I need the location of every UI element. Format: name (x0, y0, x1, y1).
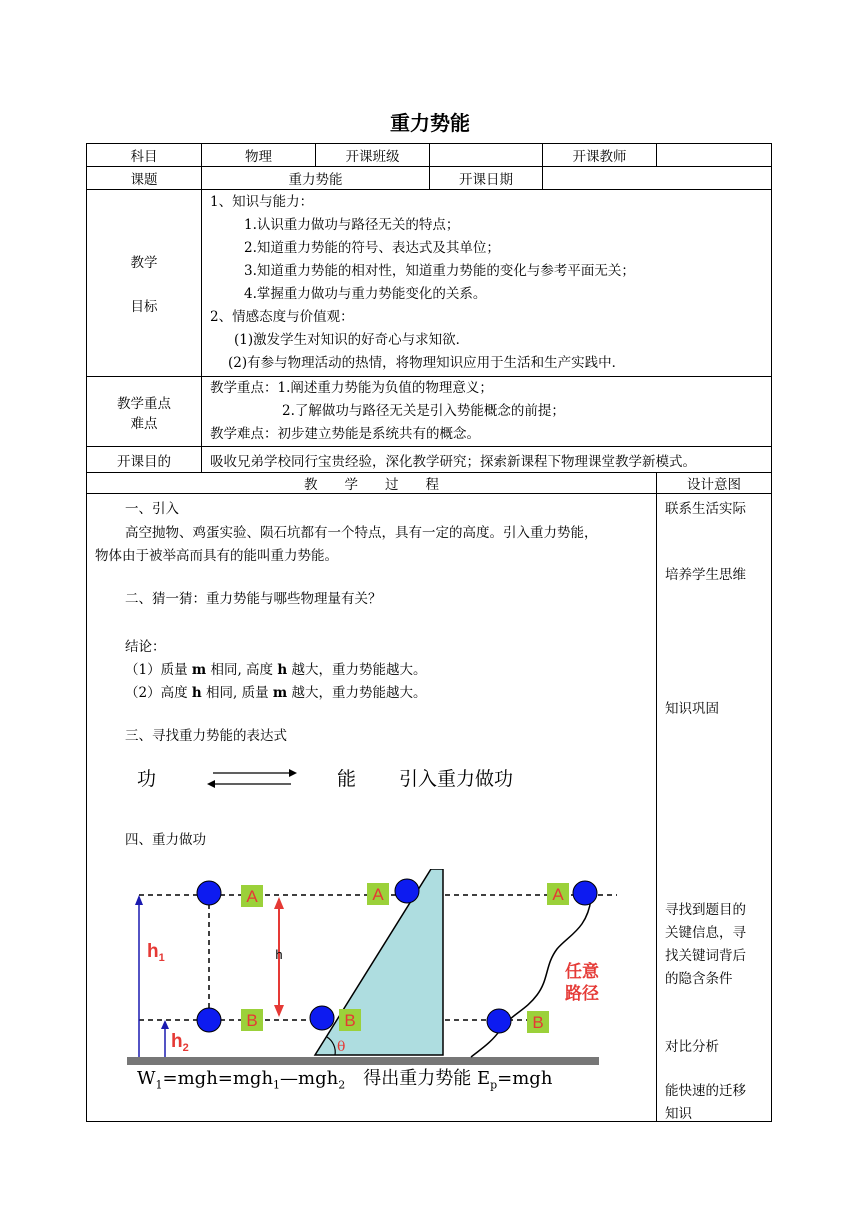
class-label: 开课班级 (316, 144, 430, 167)
lesson-plan-table (86, 143, 772, 1122)
intro-work-label: 引入重力做功 (399, 768, 514, 790)
section-1-text-2: 物体由于被举高而具有的能叫重力势能。 (95, 548, 338, 564)
subject-value: 物理 (202, 144, 316, 167)
ball-b (310, 1006, 334, 1030)
work-equation: $W_1=mgh=mgh_1—mgh_2$ 得出重力势能 $E_p=mgh$ (137, 1068, 553, 1092)
key-point-line: 教学难点：初步建立势能是系统共有的概念。 (210, 426, 480, 442)
conclusion-label: 结论： (125, 639, 166, 655)
design-note: 的隐含条件 (665, 971, 733, 987)
teacher-label: 开课教师 (543, 144, 657, 167)
teacher-value (657, 144, 772, 167)
label-theta: θ (337, 1039, 346, 1055)
ball-a (573, 881, 597, 905)
goal-line: 1、知识与能力： (210, 194, 314, 210)
goal-line: (1)激发学生对知识的好奇心与求知欲． (234, 332, 470, 348)
class-value (430, 144, 543, 167)
ball-a (197, 881, 221, 905)
ball-b (487, 1009, 511, 1033)
ball-b (197, 1008, 221, 1032)
label-h1: $h_1$ (147, 941, 165, 964)
design-content (657, 494, 772, 1122)
design-note: 对比分析 (665, 1039, 719, 1055)
conclusion-1: （1）质量 m 相同, 高度 h 越大，重力势能越大。 (125, 662, 427, 678)
key-points-label-line-2: 难点 (130, 415, 158, 432)
goals-label (87, 190, 202, 377)
topic-label: 课题 (87, 167, 202, 190)
gravity-work-diagram (117, 869, 657, 1069)
design-note: 关键信息，寻 (665, 925, 746, 941)
key-points-row (87, 377, 772, 447)
design-header: 设计意图 (657, 473, 772, 494)
section-4-title: 四、重力做功 (125, 832, 206, 848)
purpose-value: 吸收兄弟学校同行宝贵经验，深化教学研究；探索新课程下物理课堂教学新模式。 (202, 447, 772, 473)
topic-value: 重力势能 (202, 167, 430, 190)
goal-line: (2)有参与物理活动的热情，将物理知识应用于生活和生产实践中． (228, 355, 626, 371)
header-row-1 (87, 144, 772, 167)
ball-a (395, 879, 419, 903)
label-a: A (246, 887, 258, 906)
key-points-content (202, 377, 772, 447)
goal-line: 2、情感态度与价值观： (210, 309, 354, 325)
goal-line: 2.知道重力势能的符号、表达式及其单位； (244, 240, 500, 256)
label-b: B (246, 1011, 258, 1030)
subject-label: 科目 (87, 144, 202, 167)
label-a: A (552, 885, 564, 904)
section-1-text: 高空抛物、鸡蛋实验、陨石坑都有一个特点，具有一定的高度。引入重力势能， (125, 525, 598, 541)
goals-label-line-2: 目标 (130, 299, 158, 315)
conclusion-2: （2）高度 h 相同, 质量 m 越大，重力势能越大。 (125, 685, 427, 701)
section-2-title: 二、猜一猜：重力势能与哪些物理量有关？ (125, 591, 382, 607)
goal-line: 3.知道重力势能的相对性，知道重力势能的变化与参考平面无关； (244, 263, 635, 279)
process-row (87, 494, 772, 1122)
design-note: 知识 (665, 1106, 692, 1122)
process-header-row (87, 473, 772, 494)
purpose-row (87, 447, 772, 473)
design-note: 联系生活实际 (665, 501, 746, 517)
key-point-line: 教学重点：1.阐述重力势能为负值的物理意义； (210, 380, 493, 396)
process-header: 教 学 过 程 (87, 473, 657, 494)
goal-line: 1.认识重力做功与路径无关的特点； (244, 217, 460, 233)
date-label: 开课日期 (430, 167, 543, 190)
header-row-2 (87, 167, 772, 190)
label-h2: $h_2$ (171, 1031, 189, 1054)
page-title: 重力势能 (390, 111, 470, 135)
goals-row (87, 190, 772, 377)
key-point-line: 2.了解做功与路径无关是引入势能概念的前提； (282, 403, 565, 419)
label-b: B (344, 1011, 356, 1030)
arbitrary-path-label-1: 任意 (565, 962, 599, 982)
key-points-label-line-1: 教学重点 (117, 395, 171, 412)
goals-label-line-1: 教学 (130, 255, 158, 271)
goals-content (202, 190, 772, 377)
section-3-title: 三、寻找重力势能的表达式 (125, 728, 287, 744)
design-note: 知识巩固 (665, 701, 719, 717)
date-value (543, 167, 772, 190)
design-note: 培养学生思维 (665, 567, 746, 583)
label-h: h (275, 947, 283, 962)
energy-label: 能 (337, 768, 357, 790)
double-arrow-icon (207, 766, 297, 792)
label-a: A (372, 885, 384, 904)
section-1-title: 一、引入 (125, 501, 179, 517)
arbitrary-path-label-2: 路径 (565, 984, 599, 1004)
label-b: B (532, 1013, 544, 1032)
goal-line: 4.掌握重力做功与重力势能变化的关系。 (244, 286, 487, 302)
design-note: 找关键词背后 (665, 948, 746, 964)
design-note: 能快速的迁移 (665, 1083, 746, 1099)
purpose-label: 开课目的 (87, 447, 202, 473)
work-label: 功 (137, 768, 157, 790)
process-content (87, 494, 657, 1122)
key-points-label (87, 377, 202, 447)
design-note: 寻找到题目的 (665, 902, 746, 918)
